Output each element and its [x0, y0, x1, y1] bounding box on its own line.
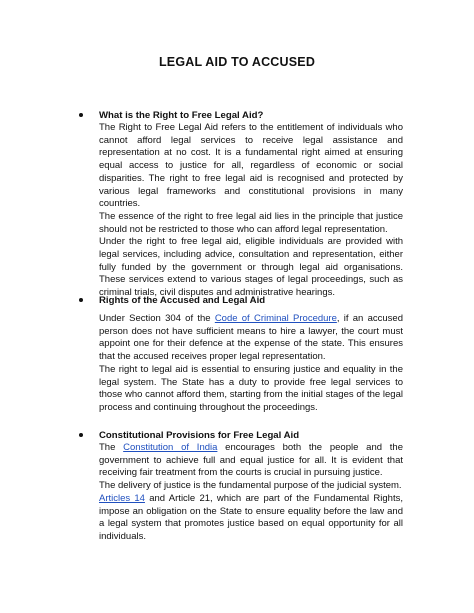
section-heading: Rights of the Accused and Legal Aid: [99, 295, 266, 306]
section-right-to-free-legal-aid: [93, 109, 403, 300]
paragraph: The essence of the right to free legal aid lies in the principle that justice should not be restricted to those who can afford legal representation.: [99, 210, 403, 235]
constitution-of-india-link[interactable]: Constitution of India: [123, 442, 218, 453]
articles-14-link[interactable]: Articles 14: [99, 492, 145, 504]
paragraph: The right to legal aid is essential to ensuring justice and equality in the legal system. The State has a duty to provide free legal services to those who cannot afford them, starting from the initial stages of the legal process and continuing throughout the proceedings.: [99, 363, 403, 413]
page-title: LEGAL AID TO ACCUSED: [158, 55, 316, 69]
section-heading: Constitutional Provisions for Free Legal Aid: [99, 430, 300, 441]
code-of-criminal-procedure-link[interactable]: Code of Criminal Procedure: [214, 313, 337, 324]
bullet-icon: [79, 113, 83, 117]
paragraph: The Right to Free Legal Aid refers to the entitlement of individuals who cannot afford legal services to receive legal assistance and representation at no cost. It is a fundamental right aimed at ensuring equal access to justice for all, regardless of economic or social disparities. The right to free legal aid is recognised and protected by various legal frameworks and constitutional provisions in many countries.: [99, 122, 403, 210]
paragraph: [99, 313, 403, 364]
paragraph: [99, 493, 403, 544]
paragraph-text: encourages both the people and the government to achieve full and equal justice for all. It is evident that receiving fair treatment from the courts is crucial in pursuing justice.: [99, 442, 403, 479]
paragraph: The delivery of justice is the fundamental purpose of the judicial system.: [99, 480, 402, 492]
section-heading: What is the Right to Free Legal Aid?: [99, 110, 264, 121]
bullet-icon: [79, 433, 83, 437]
paragraph-text: The: [99, 442, 124, 453]
paragraph-text: and Article 21, which are part of the Fundamental Rights, impose an obligation on the State to ensure equality before the law and a legal system that promotes justice based on equal opportunity for all individuals.: [99, 492, 403, 542]
paragraph-text: Under Section 304 of the: [99, 313, 215, 324]
section-rights-of-accused: [93, 294, 403, 415]
section-constitutional-provisions: [93, 429, 403, 544]
bullet-icon: [79, 298, 83, 302]
paragraph: Under the right to free legal aid, eligible individuals are provided with legal services, including advice, consultation and representation, either fully funded by the government or through legal aid organisations. These services extend to various stages of legal proceedings, such as criminal trials, civil disputes and administrative hearings.: [99, 236, 403, 299]
paragraph-text: , if an accused person does not have sufficient means to hire a lawyer, the court must appoint one for their defence at the expense of the state. This ensures that the accused receives proper legal representation.: [99, 313, 403, 363]
paragraph: [99, 442, 403, 480]
